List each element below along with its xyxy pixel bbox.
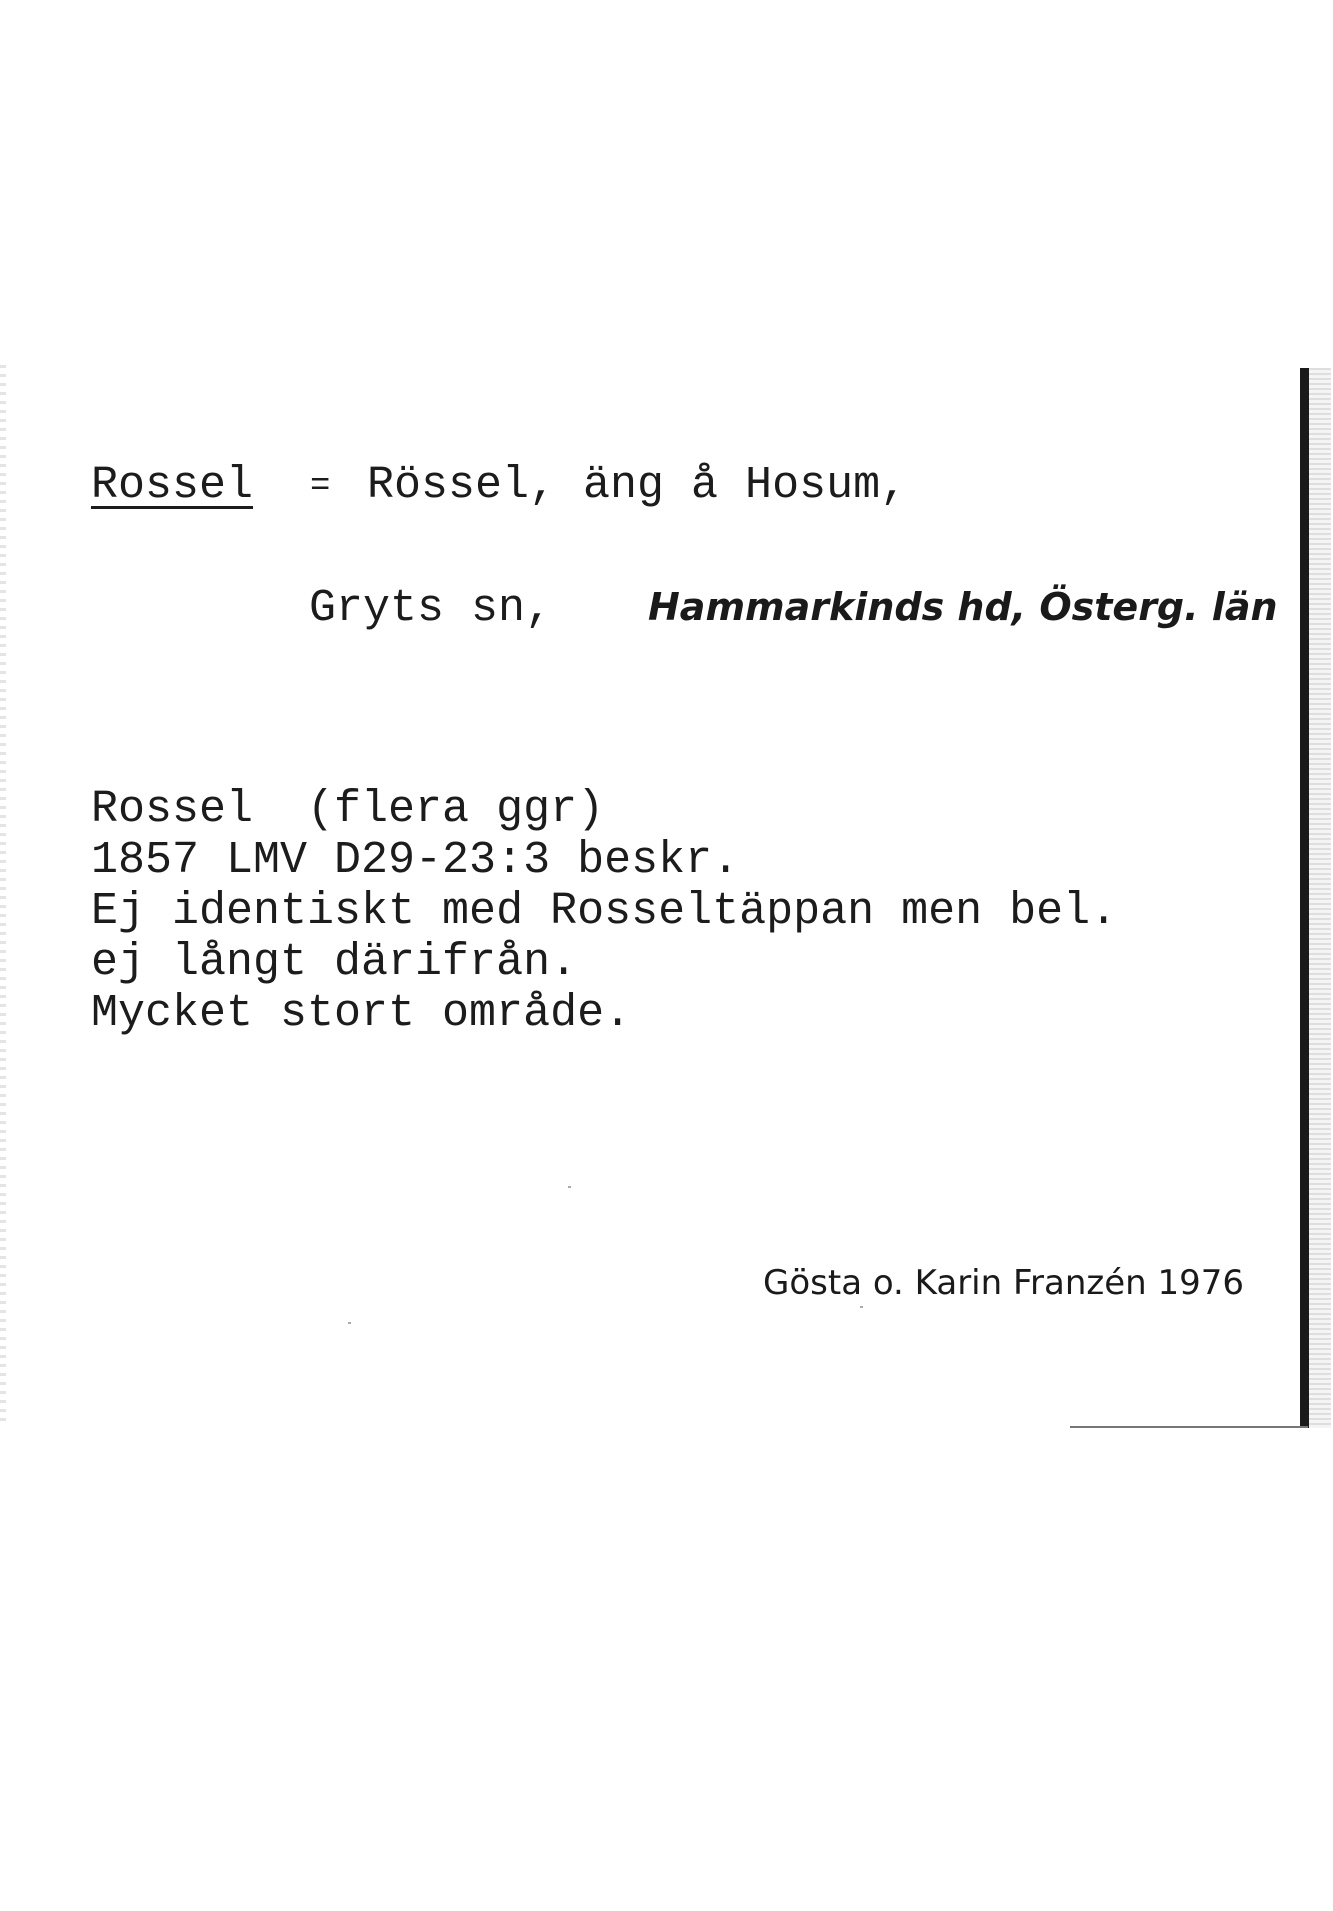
note-line-1: Rossel (flera ggr) [91, 784, 605, 835]
note-line-5: Mycket stort område. [91, 988, 632, 1039]
card-left-edge [0, 365, 6, 1425]
card-bottom-border [1070, 1426, 1308, 1428]
signature: Gösta o. Karin Franzén 1976 [763, 1263, 1245, 1303]
headword: Rossel [91, 460, 254, 511]
note-line-3: Ej identiskt med Rosseltäppan men bel. [91, 886, 1118, 937]
speck [860, 1306, 863, 1308]
note-line-4: ej långt därifrån. [91, 937, 578, 988]
card-right-shadow [1309, 368, 1331, 1428]
parish: Gryts sn, [309, 583, 553, 634]
district: Hammarkinds hd, Österg. län [648, 585, 1278, 629]
equals-sign: = [310, 468, 331, 506]
card-right-border [1300, 368, 1309, 1428]
speck [568, 1186, 571, 1188]
speck [348, 1322, 351, 1324]
note-line-2: 1857 LMV D29-23:3 beskr. [91, 835, 740, 886]
definition: Rössel, äng å Hosum, [367, 460, 908, 511]
